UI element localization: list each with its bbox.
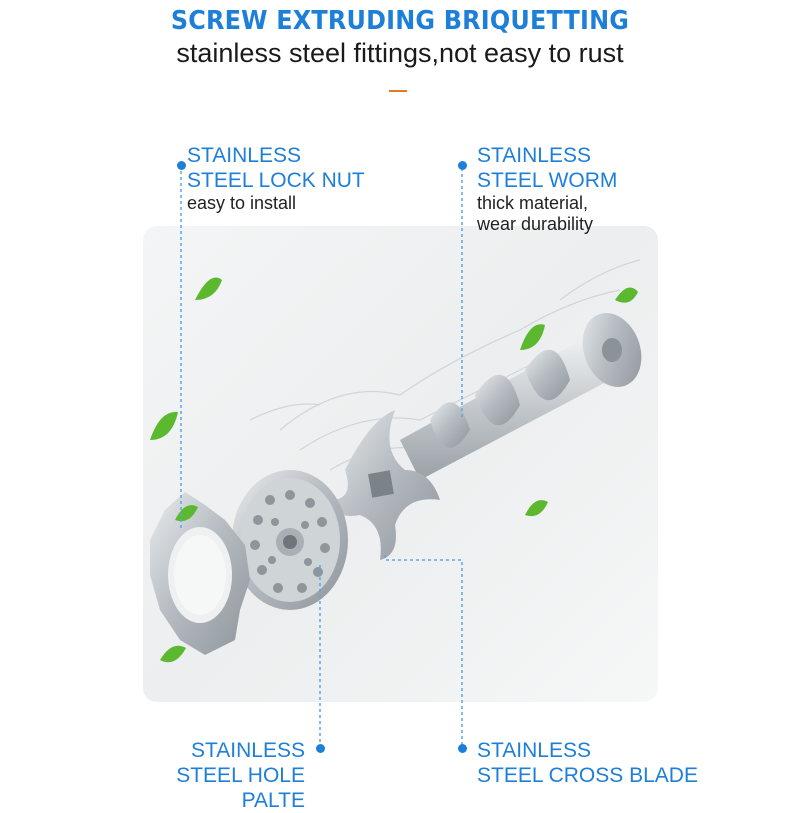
- callout-worm-line2: STEEL WORM: [477, 169, 618, 192]
- callout-hole-plate-line2: STEEL HOLE PALTE: [176, 764, 305, 812]
- steel-lock-nut: [150, 492, 250, 655]
- callout-dot-worm: [458, 161, 467, 170]
- callout-worm: [477, 143, 617, 235]
- callout-hole-plate-line1: STAINLESS: [191, 739, 305, 762]
- page-subtitle: stainless steel fittings,not easy to rust: [176, 38, 624, 68]
- callout-worm-desc1: thick material,: [477, 193, 589, 213]
- callout-dot-lock-nut: [177, 161, 186, 170]
- callout-lock-nut-line2: STEEL LOCK NUT: [187, 169, 365, 192]
- callout-lock-nut-line1: STAINLESS: [187, 144, 301, 167]
- steel-worm: [400, 305, 651, 480]
- callout-worm-desc2: wear durability: [477, 214, 594, 234]
- callout-dot-cross-blade: [458, 744, 467, 753]
- callout-lock-nut-desc: easy to install: [187, 193, 297, 213]
- page-title: SCREW EXTRUDING BRIQUETTING: [170, 6, 630, 36]
- callout-cross-blade: [477, 738, 698, 788]
- callout-dot-hole-plate: [316, 744, 325, 753]
- callout-worm-line1: STAINLESS: [477, 144, 591, 167]
- callout-cross-blade-line1: STAINLESS: [477, 739, 591, 762]
- steel-hole-plate: [232, 470, 348, 610]
- callout-lock-nut: [187, 143, 365, 214]
- callout-cross-blade-line2: STEEL CROSS BLADE: [477, 764, 698, 787]
- callout-hole-plate: [110, 738, 305, 813]
